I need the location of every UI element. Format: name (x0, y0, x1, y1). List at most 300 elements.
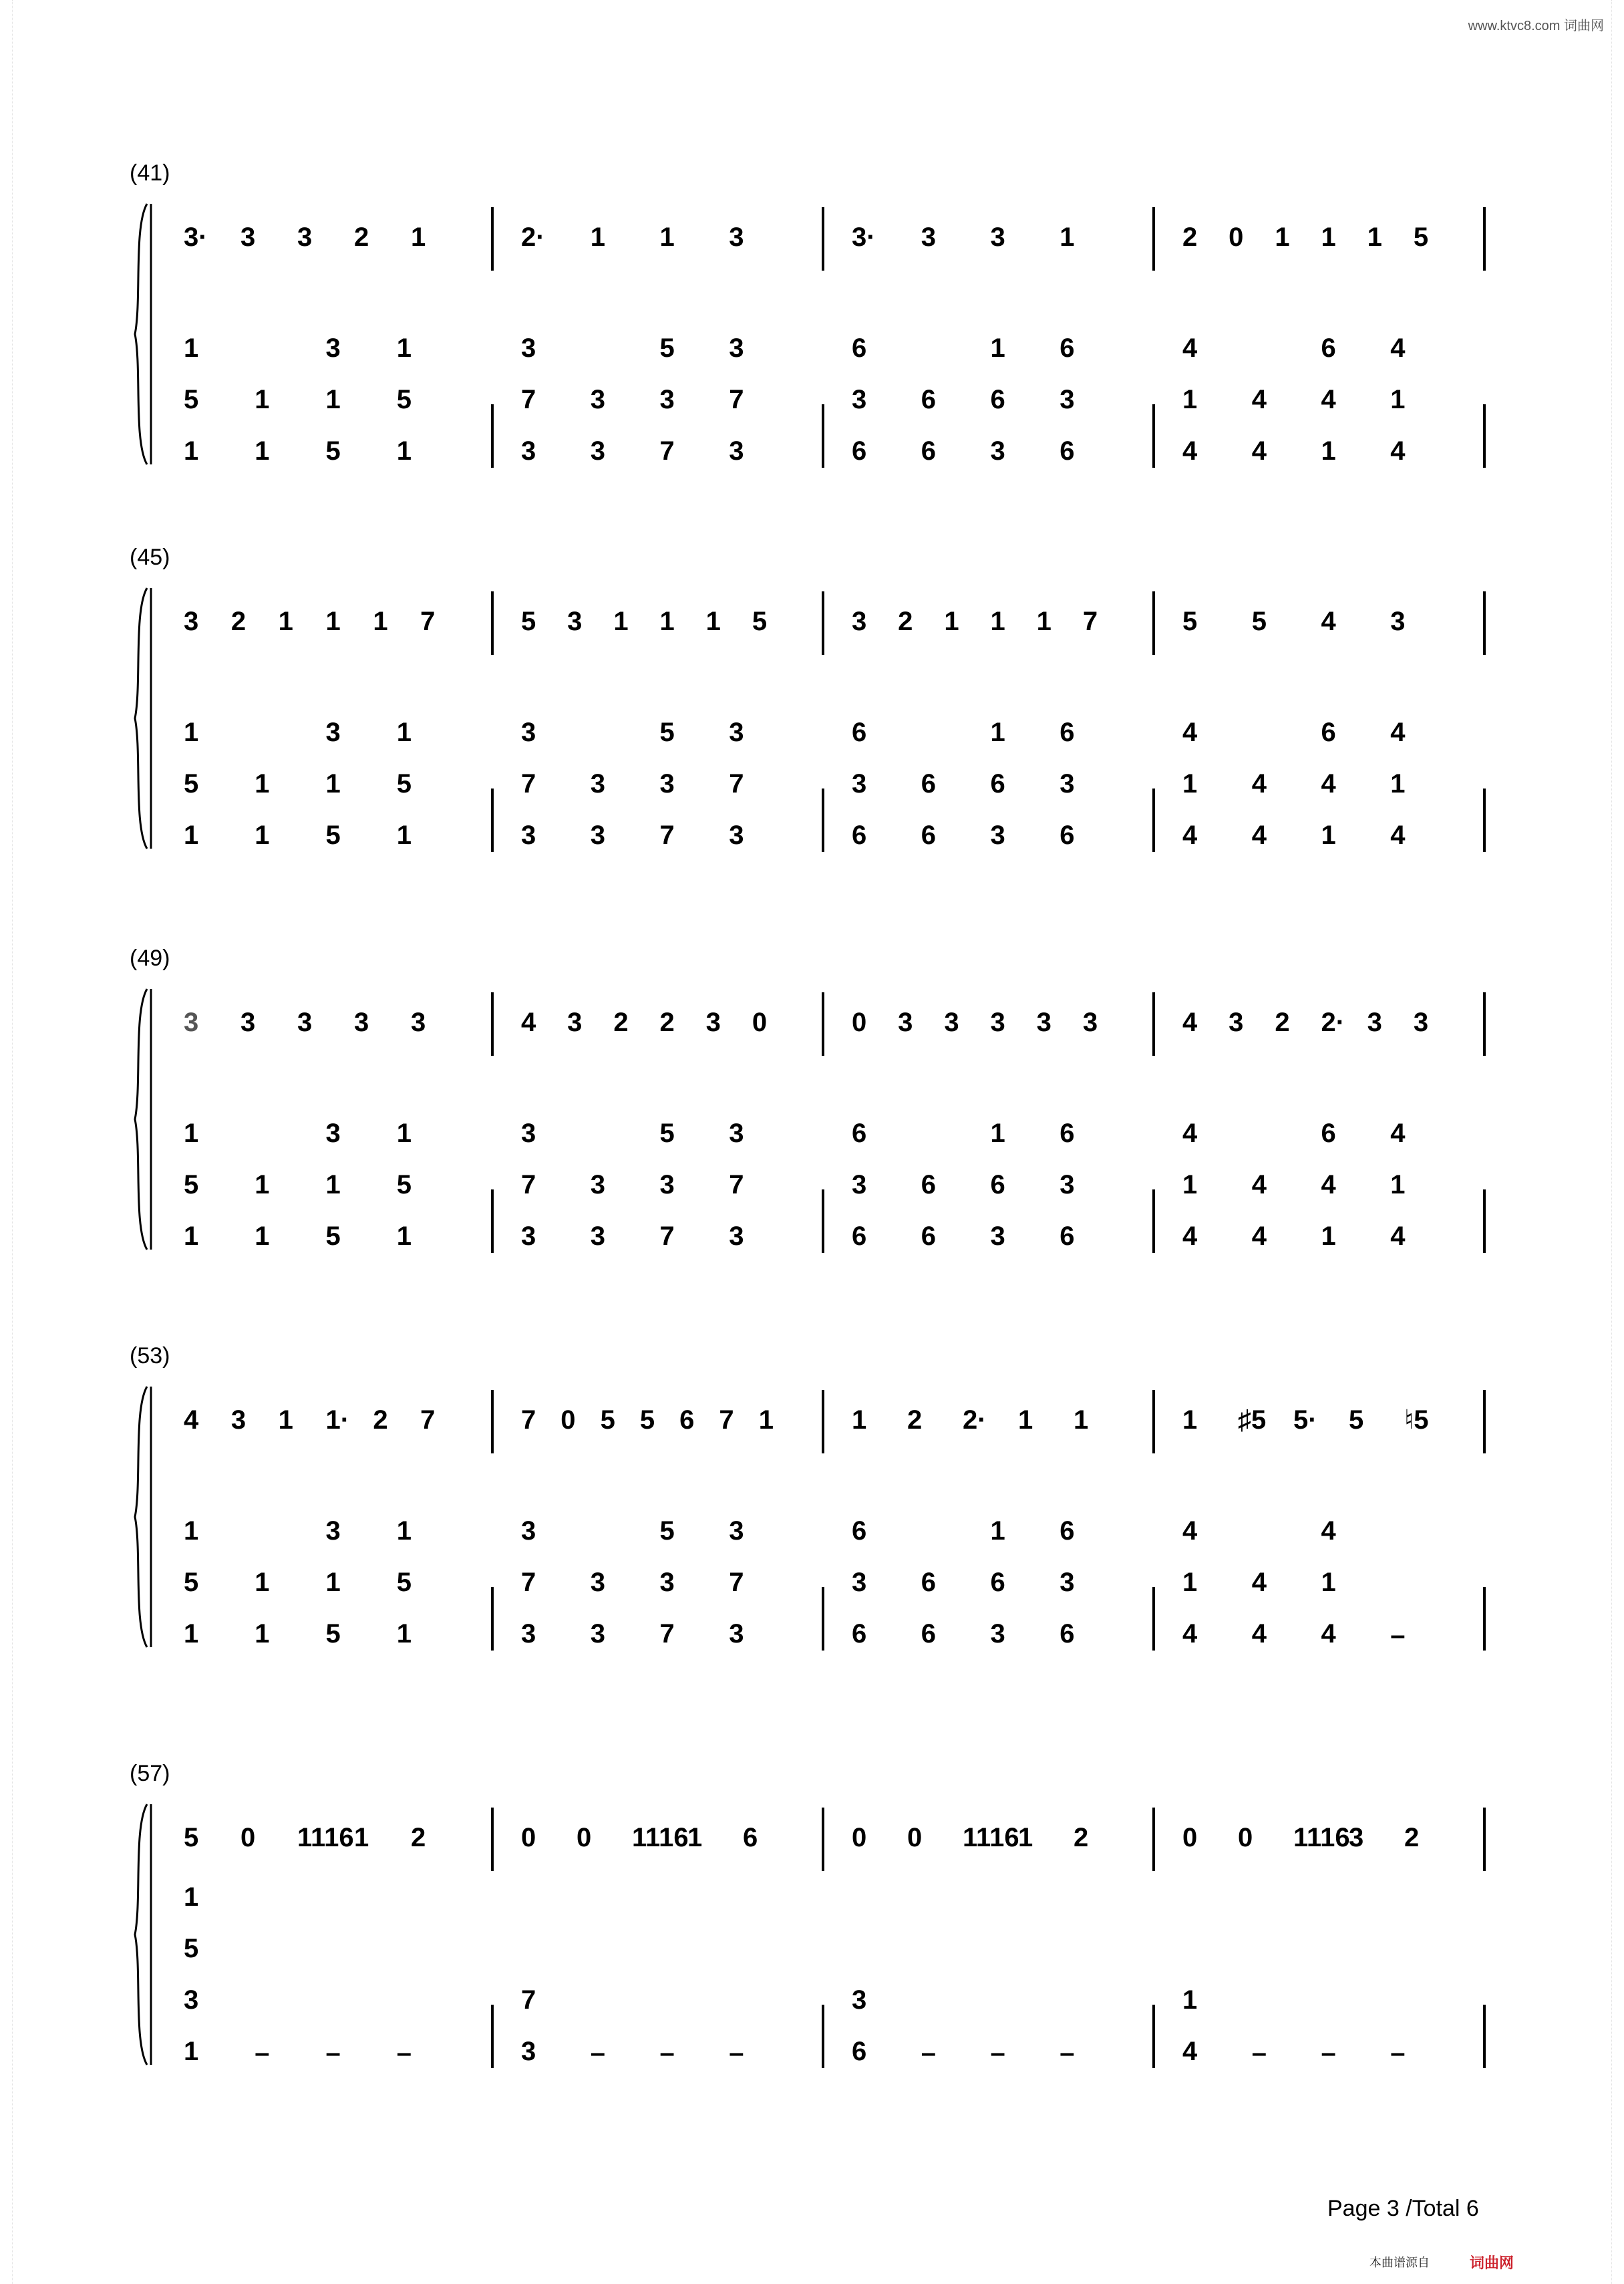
accompaniment-note: 3 (521, 333, 536, 363)
accompaniment-note: 1 (1182, 1568, 1198, 1597)
melody-note: ♯5 (1238, 1405, 1267, 1435)
measure-number: (53) (130, 1343, 170, 1369)
accompaniment-note: 6 (921, 1222, 936, 1251)
accompaniment-note: 5 (396, 1170, 412, 1199)
accompaniment-note: 7 (521, 385, 536, 414)
melody-note: 1 (659, 223, 675, 252)
barline-top (1483, 1808, 1486, 1871)
accompaniment-note: 3 (590, 1222, 605, 1251)
melody-note: 3 (240, 1008, 256, 1037)
accompaniment-note: 1 (1182, 385, 1198, 414)
accompaniment-note: 6 (1060, 718, 1075, 747)
barline-bottom (1483, 789, 1486, 852)
sustain-dash: – (921, 2038, 936, 2067)
melody-note: 7 (420, 1405, 436, 1435)
accompaniment-note: 3 (729, 1119, 744, 1148)
accompaniment-note: 1 (396, 1222, 412, 1251)
melody-note: 0 (907, 1823, 923, 1852)
system-5 (127, 1761, 1496, 2075)
melody-note: 1 (687, 1823, 703, 1852)
accompaniment-note: 1 (325, 385, 341, 414)
melody-note: 3 (1082, 1008, 1098, 1037)
melody-note: 1 (325, 607, 341, 636)
accompaniment-note: 3 (852, 1985, 867, 2015)
accompaniment-note: 4 (1251, 769, 1267, 799)
sustain-dash: – (1060, 2038, 1075, 2067)
barline-bottom (491, 404, 494, 468)
accompaniment-note: 3 (990, 1619, 1005, 1649)
accompaniment-note: 6 (1060, 436, 1075, 466)
barline-top (491, 1808, 494, 1871)
barline-top (1152, 1808, 1155, 1871)
accompaniment-note: 1 (255, 1568, 270, 1597)
barline-bottom (1152, 789, 1155, 852)
accompaniment-note: 1 (255, 821, 270, 850)
accompaniment-note: 6 (852, 436, 867, 466)
melody-note: 7 (420, 607, 436, 636)
accompaniment-note: 4 (1321, 385, 1336, 414)
melody-note: 1 (411, 223, 426, 252)
accompaniment-note: 5 (325, 1222, 341, 1251)
accompaniment-note: 3 (1060, 385, 1075, 414)
accompaniment-note: 4 (1251, 1170, 1267, 1199)
melody-note: 2 (373, 1405, 388, 1435)
barline-bottom (1483, 1189, 1486, 1253)
accompaniment-note: 3 (521, 718, 536, 747)
melody-note: 1 (354, 1823, 369, 1852)
melody-note: 0 (240, 1823, 256, 1852)
accompaniment-note: 6 (921, 769, 936, 799)
barline-bottom (491, 2005, 494, 2068)
accompaniment-note: 4 (1321, 1170, 1336, 1199)
accompaniment-note: 6 (852, 1619, 867, 1649)
accompaniment-note: 3 (729, 1516, 744, 1546)
accompaniment-note: 6 (921, 1568, 936, 1597)
accompaniment-note: 6 (1060, 1222, 1075, 1251)
accompaniment-note: 3 (852, 1170, 867, 1199)
melody-note: 2 (411, 1823, 426, 1852)
melody-note: 0 (521, 1823, 536, 1852)
melody-note: 1 (1060, 223, 1075, 252)
barline-top (1152, 207, 1155, 271)
barline-top (1483, 1390, 1486, 1453)
melody-note: 3 (567, 1008, 583, 1037)
measure-number: (49) (130, 946, 170, 971)
accompaniment-note: 1 (184, 1619, 199, 1649)
accompaniment-note: 3 (729, 436, 744, 466)
accompaniment-note: 1 (184, 1222, 199, 1251)
accompaniment-note: 4 (1251, 436, 1267, 466)
accompaniment-note: 6 (921, 821, 936, 850)
accompaniment-note: 3 (590, 821, 605, 850)
accompaniment-note: 1 (396, 333, 412, 363)
melody-note: 2 (907, 1405, 923, 1435)
system-3 (127, 946, 1496, 1260)
melody-note: 3 (990, 223, 1005, 252)
melody-note: 1 (278, 607, 293, 636)
melody-note: 3 (944, 1008, 959, 1037)
accompaniment-note: 5 (396, 385, 412, 414)
measure-number: (41) (130, 160, 170, 186)
barline-bottom (1483, 2005, 1486, 2068)
melody-note: 1 (659, 607, 675, 636)
measure-number: (57) (130, 1761, 170, 1786)
accompaniment-note: 1 (990, 1516, 1005, 1546)
melody-note: 2 (659, 1008, 675, 1037)
melody-note: 5 (1182, 607, 1198, 636)
accompaniment-note: 6 (990, 769, 1005, 799)
accompaniment-note: 1 (396, 1619, 412, 1649)
melody-note: 0 (577, 1823, 592, 1852)
system-1 (127, 160, 1496, 474)
accompaniment-note: 4 (1390, 718, 1406, 747)
accompaniment-note: 4 (1390, 1119, 1406, 1148)
melody-note: 3 (729, 223, 744, 252)
accompaniment-note: 3 (521, 1222, 536, 1251)
barline-bottom (822, 1189, 824, 1253)
accompaniment-note: 1 (1390, 1170, 1406, 1199)
accompaniment-note: 1 (184, 821, 199, 850)
accompaniment-note: 5 (184, 1170, 199, 1199)
melody-note: 1116 (632, 1823, 689, 1852)
accompaniment-note: 6 (921, 1619, 936, 1649)
melody-note: 5 (521, 607, 536, 636)
accompaniment-note: 7 (729, 385, 744, 414)
accompaniment-note: 1 (184, 1119, 199, 1148)
accompaniment-note: 3 (325, 718, 341, 747)
accompaniment-note: 4 (1251, 1619, 1267, 1649)
accompaniment-note: 7 (729, 769, 744, 799)
accompaniment-note: 1 (325, 769, 341, 799)
melody-note: 2 (354, 223, 369, 252)
barline-bottom (822, 2005, 824, 2068)
accompaniment-note: 4 (1182, 718, 1198, 747)
accompaniment-note: 6 (921, 436, 936, 466)
melody-note: 3 (990, 1008, 1005, 1037)
accompaniment-note: 6 (990, 385, 1005, 414)
melody-note: 1116 (963, 1823, 1019, 1852)
melody-note: 3 (1229, 1008, 1244, 1037)
accompaniment-note: 3 (990, 1222, 1005, 1251)
melody-note: 3 (297, 1008, 313, 1037)
accompaniment-note: 4 (1182, 1516, 1198, 1546)
system-2 (127, 545, 1496, 859)
melody-note: 1 (1074, 1405, 1089, 1435)
accompaniment-note: 6 (1060, 333, 1075, 363)
melody-note: 1 (1036, 607, 1051, 636)
melody-note: 5 (752, 607, 768, 636)
accompaniment-note: 4 (1182, 1619, 1198, 1649)
accompaniment-note: 3 (729, 1619, 744, 1649)
melody-note: 0 (560, 1405, 576, 1435)
accompaniment-note: 1 (255, 769, 270, 799)
accompaniment-note: 4 (1390, 333, 1406, 363)
barline-top (822, 1808, 824, 1871)
melody-note: 3 (411, 1008, 426, 1037)
barline-top (1152, 992, 1155, 1056)
accompaniment-note: 3 (729, 821, 744, 850)
accompaniment-note: 1 (325, 1568, 341, 1597)
accompaniment-note: 3 (990, 436, 1005, 466)
melody-note: 3 (1036, 1008, 1051, 1037)
accompaniment-note: 1 (396, 718, 412, 747)
accompaniment-note: 3 (325, 333, 341, 363)
melody-note: 2· (963, 1405, 987, 1435)
accompaniment-note: 4 (1182, 1119, 1198, 1148)
page-indicator: Page 3 /Total 6 (1327, 2196, 1479, 2221)
accompaniment-note: 3 (729, 333, 744, 363)
accompaniment-note: 1 (255, 1170, 270, 1199)
accompaniment-note: 1 (184, 1882, 199, 1912)
melody-note: 3· (852, 223, 876, 252)
accompaniment-note: 1 (1321, 1568, 1336, 1597)
sustain-dash: – (1390, 2038, 1406, 2067)
site-logo: 词曲网 (1470, 2255, 1514, 2271)
sustain-dash: – (255, 2038, 270, 2067)
accompaniment-note: 6 (1060, 1516, 1075, 1546)
melody-note: 1 (1367, 223, 1382, 252)
accompaniment-note: 1 (1182, 1985, 1198, 2015)
melody-note: 4 (184, 1405, 199, 1435)
accompaniment-note: 4 (1321, 1516, 1336, 1546)
barline-bottom (822, 1587, 824, 1651)
accompaniment-note: 3 (521, 1516, 536, 1546)
sustain-dash: – (1251, 2038, 1267, 2067)
accompaniment-note: 3 (659, 1170, 675, 1199)
system-brace (127, 986, 154, 1253)
accompaniment-note: 7 (521, 1568, 536, 1597)
sustain-dash: – (1321, 2038, 1336, 2067)
accompaniment-note: 5 (396, 769, 412, 799)
barline-top (491, 1390, 494, 1453)
accompaniment-note: 1 (1321, 1222, 1336, 1251)
melody-note: 6 (743, 1823, 758, 1852)
accompaniment-note: 1 (1390, 385, 1406, 414)
melody-note: 1 (758, 1405, 774, 1435)
melody-note: 1116 (297, 1823, 354, 1852)
accompaniment-note: 1 (1321, 821, 1336, 850)
accompaniment-note: 4 (1390, 821, 1406, 850)
accompaniment-note: 3 (184, 1985, 199, 2015)
melody-note: 1 (373, 607, 388, 636)
accompaniment-note: 1 (255, 1222, 270, 1251)
melody-note: 3 (354, 1008, 369, 1037)
barline-top (491, 207, 494, 271)
melody-note: 5 (1413, 223, 1429, 252)
accompaniment-note: 6 (1060, 1119, 1075, 1148)
accompaniment-note: 6 (1060, 1619, 1075, 1649)
barline-top (822, 207, 824, 271)
accompaniment-note: 4 (1251, 385, 1267, 414)
melody-note: 0 (1229, 223, 1244, 252)
melody-note: ♮5 (1404, 1405, 1429, 1435)
accompaniment-note: 6 (852, 1516, 867, 1546)
accompaniment-note: 3 (521, 1119, 536, 1148)
accompaniment-note: 3 (521, 2037, 536, 2066)
melody-note: 7 (719, 1405, 734, 1435)
barline-bottom (1152, 1587, 1155, 1651)
accompaniment-note: 3 (590, 436, 605, 466)
accompaniment-note: 6 (921, 1170, 936, 1199)
system-brace (127, 200, 154, 468)
melody-note: 4 (1321, 607, 1336, 636)
melody-note: 1 (590, 223, 605, 252)
melody-note: 3 (1349, 1823, 1364, 1852)
left-margin-strip (0, 0, 13, 2284)
accompaniment-note: 7 (659, 1619, 675, 1649)
accompaniment-note: 4 (1182, 821, 1198, 850)
accompaniment-note: 3 (1060, 769, 1075, 799)
accompaniment-note: 6 (852, 1222, 867, 1251)
accompaniment-note: 3 (521, 821, 536, 850)
accompaniment-note: 1 (990, 1119, 1005, 1148)
accompaniment-note: 5 (184, 1934, 199, 1963)
sustain-dash: – (659, 2038, 675, 2067)
accompaniment-note: 4 (1390, 1222, 1406, 1251)
accompaniment-note: 4 (1321, 1619, 1336, 1649)
accompaniment-note: 1 (396, 1119, 412, 1148)
accompaniment-note: 6 (852, 1119, 867, 1148)
accompaniment-note: 3 (659, 1568, 675, 1597)
barline-top (491, 992, 494, 1056)
accompaniment-note: 6 (1321, 1119, 1336, 1148)
accompaniment-note: 6 (852, 821, 867, 850)
melody-note: 2 (1275, 1008, 1290, 1037)
accompaniment-note: 1 (396, 821, 412, 850)
melody-note: 2 (1404, 1823, 1420, 1852)
accompaniment-note: 6 (852, 2037, 867, 2066)
barline-bottom (491, 1189, 494, 1253)
melody-note: 2· (1321, 1008, 1345, 1037)
accompaniment-note: 4 (1182, 1222, 1198, 1251)
accompaniment-note: 4 (1390, 436, 1406, 466)
accompaniment-note: 3 (852, 1568, 867, 1597)
sustain-dash: – (1390, 1620, 1406, 1650)
site-header: www.ktvc8.com 词曲网 (1468, 19, 1604, 33)
accompaniment-note: 7 (659, 821, 675, 850)
melody-note: 3 (1413, 1008, 1429, 1037)
accompaniment-note: 5 (659, 333, 675, 363)
accompaniment-note: 1 (184, 436, 199, 466)
system-4 (127, 1343, 1496, 1657)
accompaniment-note: 7 (729, 1568, 744, 1597)
melody-note: 1 (1018, 1405, 1033, 1435)
accompaniment-note: 4 (1182, 436, 1198, 466)
sustain-dash: – (590, 2038, 605, 2067)
barline-bottom (491, 789, 494, 852)
melody-note: 3 (898, 1008, 913, 1037)
accompaniment-note: 1 (1321, 436, 1336, 466)
accompaniment-note: 6 (1060, 821, 1075, 850)
accompaniment-note: 1 (396, 1516, 412, 1546)
melody-note: 1· (325, 1405, 350, 1435)
melody-note: 7 (1082, 607, 1098, 636)
barline-bottom (491, 1587, 494, 1651)
accompaniment-note: 4 (1251, 1568, 1267, 1597)
melody-note: 5 (1349, 1405, 1364, 1435)
accompaniment-note: 1 (396, 436, 412, 466)
accompaniment-note: 3 (590, 769, 605, 799)
melody-note: 3· (184, 223, 208, 252)
melody-note: 2 (898, 607, 913, 636)
accompaniment-note: 1 (990, 718, 1005, 747)
melody-note: 5· (1293, 1405, 1317, 1435)
melody-note: 3 (184, 607, 199, 636)
melody-note: 6 (679, 1405, 695, 1435)
melody-note: 2· (521, 223, 545, 252)
accompaniment-note: 1 (184, 1516, 199, 1546)
accompaniment-note: 3 (521, 1619, 536, 1649)
melody-note: 3 (230, 1405, 247, 1435)
accompaniment-note: 3 (590, 1170, 605, 1199)
melody-note: 3 (567, 607, 583, 636)
barline-bottom (822, 789, 824, 852)
accompaniment-note: 3 (590, 385, 605, 414)
barline-top (1483, 992, 1486, 1056)
accompaniment-note: 1 (184, 2037, 199, 2066)
melody-note: 1 (705, 607, 721, 636)
melody-note: 1 (852, 1405, 867, 1435)
accompaniment-note: 3 (659, 385, 675, 414)
measure-number: (45) (130, 545, 170, 570)
system-brace (127, 585, 154, 852)
accompaniment-note: 5 (659, 1516, 675, 1546)
accompaniment-note: 5 (325, 436, 341, 466)
accompaniment-note: 3 (325, 1516, 341, 1546)
melody-note: 1 (613, 607, 629, 636)
melody-note: 3 (297, 223, 313, 252)
melody-note: 3 (1390, 607, 1406, 636)
melody-note: 0 (1182, 1823, 1198, 1852)
melody-note: 1 (1321, 223, 1336, 252)
accompaniment-note: 1 (1390, 769, 1406, 799)
barline-bottom (1152, 1189, 1155, 1253)
melody-note: 2 (1074, 1823, 1089, 1852)
melody-note: 2 (230, 607, 247, 636)
accompaniment-note: 3 (590, 1619, 605, 1649)
accompaniment-note: 3 (1060, 1170, 1075, 1199)
melody-note: 4 (521, 1008, 536, 1037)
accompaniment-note: 4 (1251, 821, 1267, 850)
accompaniment-note: 1 (255, 385, 270, 414)
accompaniment-note: 6 (990, 1170, 1005, 1199)
melody-note: 0 (852, 1008, 867, 1037)
barline-top (822, 591, 824, 655)
system-brace (127, 1383, 154, 1651)
accompaniment-note: 1 (255, 436, 270, 466)
sustain-dash: – (990, 2038, 1005, 2067)
accompaniment-note: 3 (729, 718, 744, 747)
source-label: 本曲谱源自 (1369, 2256, 1430, 2269)
sustain-dash: – (729, 2038, 744, 2067)
barline-bottom (822, 404, 824, 468)
sustain-dash: – (325, 2038, 341, 2067)
barline-bottom (1483, 1587, 1486, 1651)
melody-note: 1 (1018, 1823, 1033, 1852)
barline-top (1152, 1390, 1155, 1453)
melody-note: 3 (184, 1008, 199, 1037)
melody-note: 1 (278, 1405, 293, 1435)
accompaniment-note: 6 (921, 385, 936, 414)
accompaniment-note: 5 (325, 1619, 341, 1649)
accompaniment-note: 7 (659, 436, 675, 466)
system-brace (127, 1801, 154, 2068)
accompaniment-note: 1 (255, 1619, 270, 1649)
accompaniment-note: 7 (521, 1985, 536, 2015)
melody-note: 1 (990, 607, 1005, 636)
melody-note: 1 (1182, 1405, 1198, 1435)
melody-note: 1 (944, 607, 959, 636)
